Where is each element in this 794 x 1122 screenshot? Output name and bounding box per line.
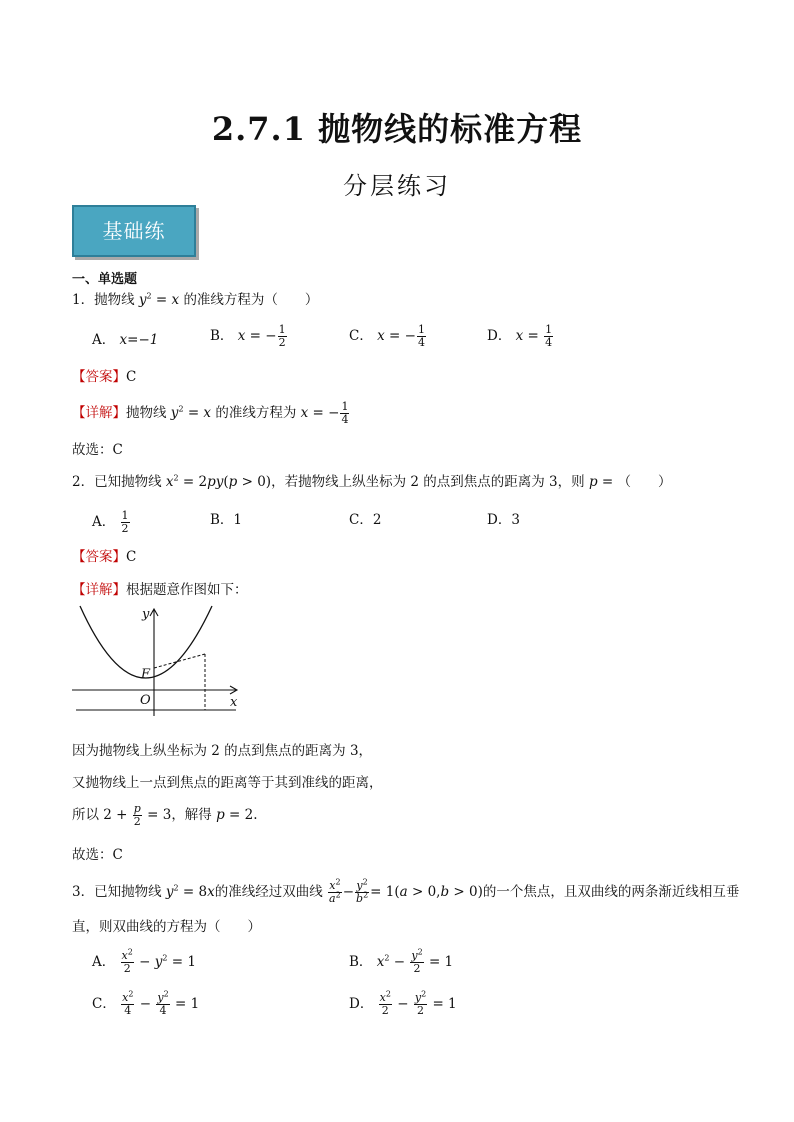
- q2-line-1: 因为抛物线上纵坐标为 2 的点到焦点的距离为 3，: [72, 743, 373, 759]
- focus-label: F: [141, 667, 151, 682]
- q2-option-d: D．3: [487, 512, 520, 528]
- q2-conclusion: 故选：C: [72, 847, 123, 863]
- origin-label: O: [140, 693, 151, 708]
- q1-detail: 【详解】抛物线 $y^2 = x$ 的准线方程为 x = − $\frac{1}{4}$: [72, 400, 349, 426]
- q1-option-b: B． x = − $\frac{1}{2}$: [210, 323, 286, 349]
- y-axis-label: y: [142, 607, 150, 622]
- level-badge: 基础练: [72, 205, 196, 257]
- q2-answer: 【答案】C: [72, 549, 137, 565]
- q1-equation: $y^2 = x$: [138, 291, 180, 308]
- question-2-stem: 2．已知抛物线 $x^2 = 2py(p > 0)$，若抛物线上纵坐标为 2 的点到焦点的距离为 3，则 p = （ ）: [72, 473, 672, 490]
- q3-option-b: B． $x^2$ − $\frac{y^2}{2}$ = 1: [349, 947, 454, 975]
- section-heading: 一、单选题: [72, 272, 138, 287]
- q2-detail: 【详解】根据题意作图如下：: [72, 582, 248, 598]
- document-title: 2.7.1 抛物线的标准方程: [211, 110, 583, 148]
- q1-option-c: C． x = − $\frac{1}{4}$: [349, 323, 425, 349]
- question-1-stem: 1．抛物线 $y^2 = x$ 的准线方程为（ ）: [72, 291, 319, 308]
- question-3-stem-cont: 直，则双曲线的方程为（ ）: [72, 919, 261, 935]
- q1-conclusion: 故选：C: [72, 442, 123, 458]
- focus-distance-segment: [154, 654, 205, 668]
- question-3-stem: 3．已知抛物线 $y^2 = 8x$的准线经过双曲线 $\frac{x^2}{a^2}$ − $\frac{y^2}{b^2}$ = 1(a > 0,b > 0)的一个焦点，且双曲线的两条渐近线相互垂: [72, 877, 740, 905]
- q2-option-c: C．2: [349, 512, 382, 528]
- q1-option-d: D． x = $\frac{1}{4}$: [487, 323, 553, 349]
- q2-option-b: B．1: [210, 512, 243, 528]
- q3-option-a: A． $\frac{x^2}{2}$ − $y^2 = 1$: [92, 947, 196, 975]
- q3-option-d: D． $\frac{x^2}{2}$ − $\frac{y^2}{2}$ = 1: [349, 989, 457, 1017]
- q2-line-2: 又抛物线上一点到焦点的距离等于其到准线的距离，: [72, 775, 383, 791]
- parabola-figure: [70, 604, 250, 720]
- q1-answer: 【答案】C: [72, 369, 137, 385]
- q1-option-a: A． x=−1: [92, 332, 159, 348]
- q2-line-3: 所以 2 + $\frac{p}{2}$ = 3，解得 p = 2.: [72, 802, 258, 828]
- q2-option-a: A． $\frac{1}{2}$: [92, 509, 129, 535]
- document-subtitle: 分层练习: [343, 172, 451, 200]
- x-axis-label: x: [230, 695, 238, 710]
- q3-option-c: C． $\frac{x^2}{4}$ − $\frac{y^2}{4}$ = 1: [92, 989, 200, 1017]
